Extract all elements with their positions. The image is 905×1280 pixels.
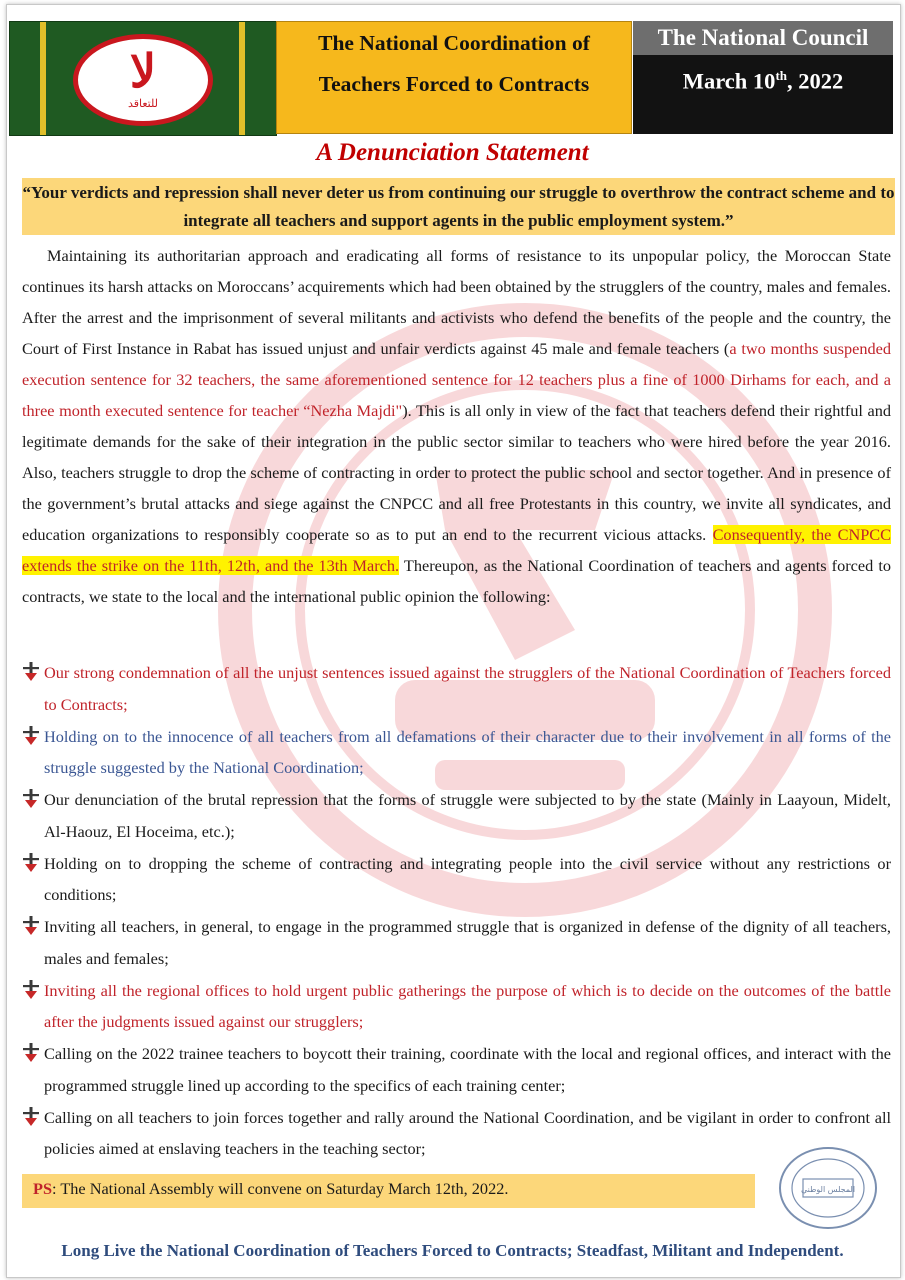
demand-text: Holding on to dropping the scheme of contracting and integrating people into the civil service without any restrictions or conditions; — [44, 853, 891, 904]
demand-item — [22, 975, 891, 1038]
demand-item — [22, 911, 891, 974]
paragraph-part-5: Thereupon, as the National Coordination of teachers and agents forced to contracts, we state to the local and the international public opinion the following: — [22, 556, 891, 606]
council-label: The National Council — [633, 21, 893, 55]
demand-item — [22, 1038, 891, 1101]
title-line-2: Teachers Forced to Contracts — [318, 72, 590, 96]
demand-text: Inviting all the regional offices to hold urgent public gatherings the purpose of which is to decide on the outcomes of the battle after the judgments issued against our strugglers; — [44, 980, 891, 1031]
demands-list — [22, 657, 891, 1165]
date-suffix: th — [775, 68, 787, 83]
arrow-down-bullet-icon — [23, 1043, 40, 1063]
demand-item — [22, 848, 891, 911]
statement-heading: A Denunciation Statement — [316, 139, 589, 166]
sentence-details: a two months suspended execution sentence for 32 teachers, the same aforementioned sentence for 12 teachers plus a fine of 1000 Dirhams for each, and a three month executed sentence for teacher “Nezha Majdi" — [22, 339, 891, 420]
arrow-down-bullet-icon — [23, 726, 40, 746]
title-line-1: The National Coordination of — [318, 31, 590, 55]
strike-announcement: Consequently, the CNPCC extends the strike on the 11th, 12th, and the 13th March. — [22, 525, 892, 575]
demand-item — [22, 1102, 891, 1165]
arrow-down-bullet-icon — [23, 789, 40, 809]
council-stamp — [777, 1145, 879, 1231]
demand-text: Holding on to the innocence of all teachers from all defamations of their character due to their involvement in all forms of the struggle suggested by the National Coordination; — [44, 726, 891, 777]
logo-stripe — [40, 22, 46, 135]
demand-text: Our strong condemnation of all the unjust sentences issued against the strugglers of the National Coordination of Teachers forced to Contracts; — [44, 663, 891, 714]
arrow-down-bullet-icon — [23, 916, 40, 936]
logo-stripe — [239, 22, 245, 135]
arrow-down-bullet-icon — [23, 853, 40, 873]
paragraph-part-3: ). This is all only in view of the fact that teachers defend their rightful and legitimate demands for the sake of their integration in the public sector similar to teachers who were hired before the year 2016. Also, teachers struggle to drop the scheme of contracting in order to protect the public school and sector together. And in presence of the government’s brutal attacks and siege against the CNPCC and all free Protestants in this country, we invite all syndicates, and education organizations to responsibly cooperate so as to put an end to the recurrent vicious attacks. — [22, 401, 892, 544]
demand-text: Calling on the 2022 trainee teachers to boycott their training, coordinate with the local and regional offices, and interact with the programmed struggle lined up according to the specifics of each training center; — [44, 1044, 891, 1095]
demand-text: Inviting all teachers, in general, to engage in the programmed struggle that is organized in defense of the dignity of all teachers, males and females; — [44, 917, 891, 968]
logo-emblem — [73, 34, 213, 126]
quote-banner: “Your verdicts and repression shall never deter us from continuing our struggle to overthrow the contract scheme and to integrate all teachers and support agents in the public employment system.” — [22, 178, 895, 235]
ps-note — [22, 1174, 755, 1208]
closing-slogan: Long Live the National Coordination of Teachers Forced to Contracts; Steadfast, Militant and Independent. — [61, 1241, 844, 1260]
body-paragraph — [22, 240, 891, 612]
date-year: , 2022 — [787, 68, 844, 94]
demand-text: Our denunciation of the brutal repression that the forms of struggle were subjected to by the state (Mainly in Laayoun, Midelt, Al-Haouz, El Hoceima, etc.); — [44, 790, 891, 841]
header — [9, 19, 893, 134]
demand-item — [22, 784, 891, 847]
arrow-down-bullet-icon — [23, 1107, 40, 1127]
ps-text: : The National Assembly will convene on Saturday March 12th, 2022. — [52, 1179, 509, 1198]
stamp-text: المجلس الوطني — [800, 1185, 856, 1194]
statement-date — [633, 61, 893, 97]
ps-label: PS — [33, 1179, 53, 1198]
paragraph-part-1: Maintaining its authoritarian approach and eradicating all forms of resistance to its unpopular policy, the Moroccan State continues its harsh attacks on Moroccans’ acquirements which had been obtained by the strugglers of the country, males and females. After the arrest and the imprisonment of several militants and activists who defend the benefits of the people and the country, the Court of First Instance in Rabat has issued unjust and unfair verdicts against 45 male and female teachers ( — [22, 246, 891, 358]
logo-mark: لا — [129, 46, 157, 97]
demand-item — [22, 721, 891, 784]
demand-text: Calling on all teachers to join forces together and rally around the National Coordination, and be vigilant in order to confront all policies aimed at enslaving teachers in the teaching sector; — [44, 1107, 891, 1158]
arrow-down-bullet-icon — [23, 980, 40, 1000]
date-month: March 10 — [682, 68, 776, 94]
title-box — [276, 21, 632, 134]
date-box — [633, 21, 893, 134]
demand-item — [22, 657, 891, 720]
coordination-logo — [9, 21, 277, 136]
arrow-down-bullet-icon — [23, 662, 40, 682]
logo-subtitle: للتعاقد — [127, 98, 158, 110]
